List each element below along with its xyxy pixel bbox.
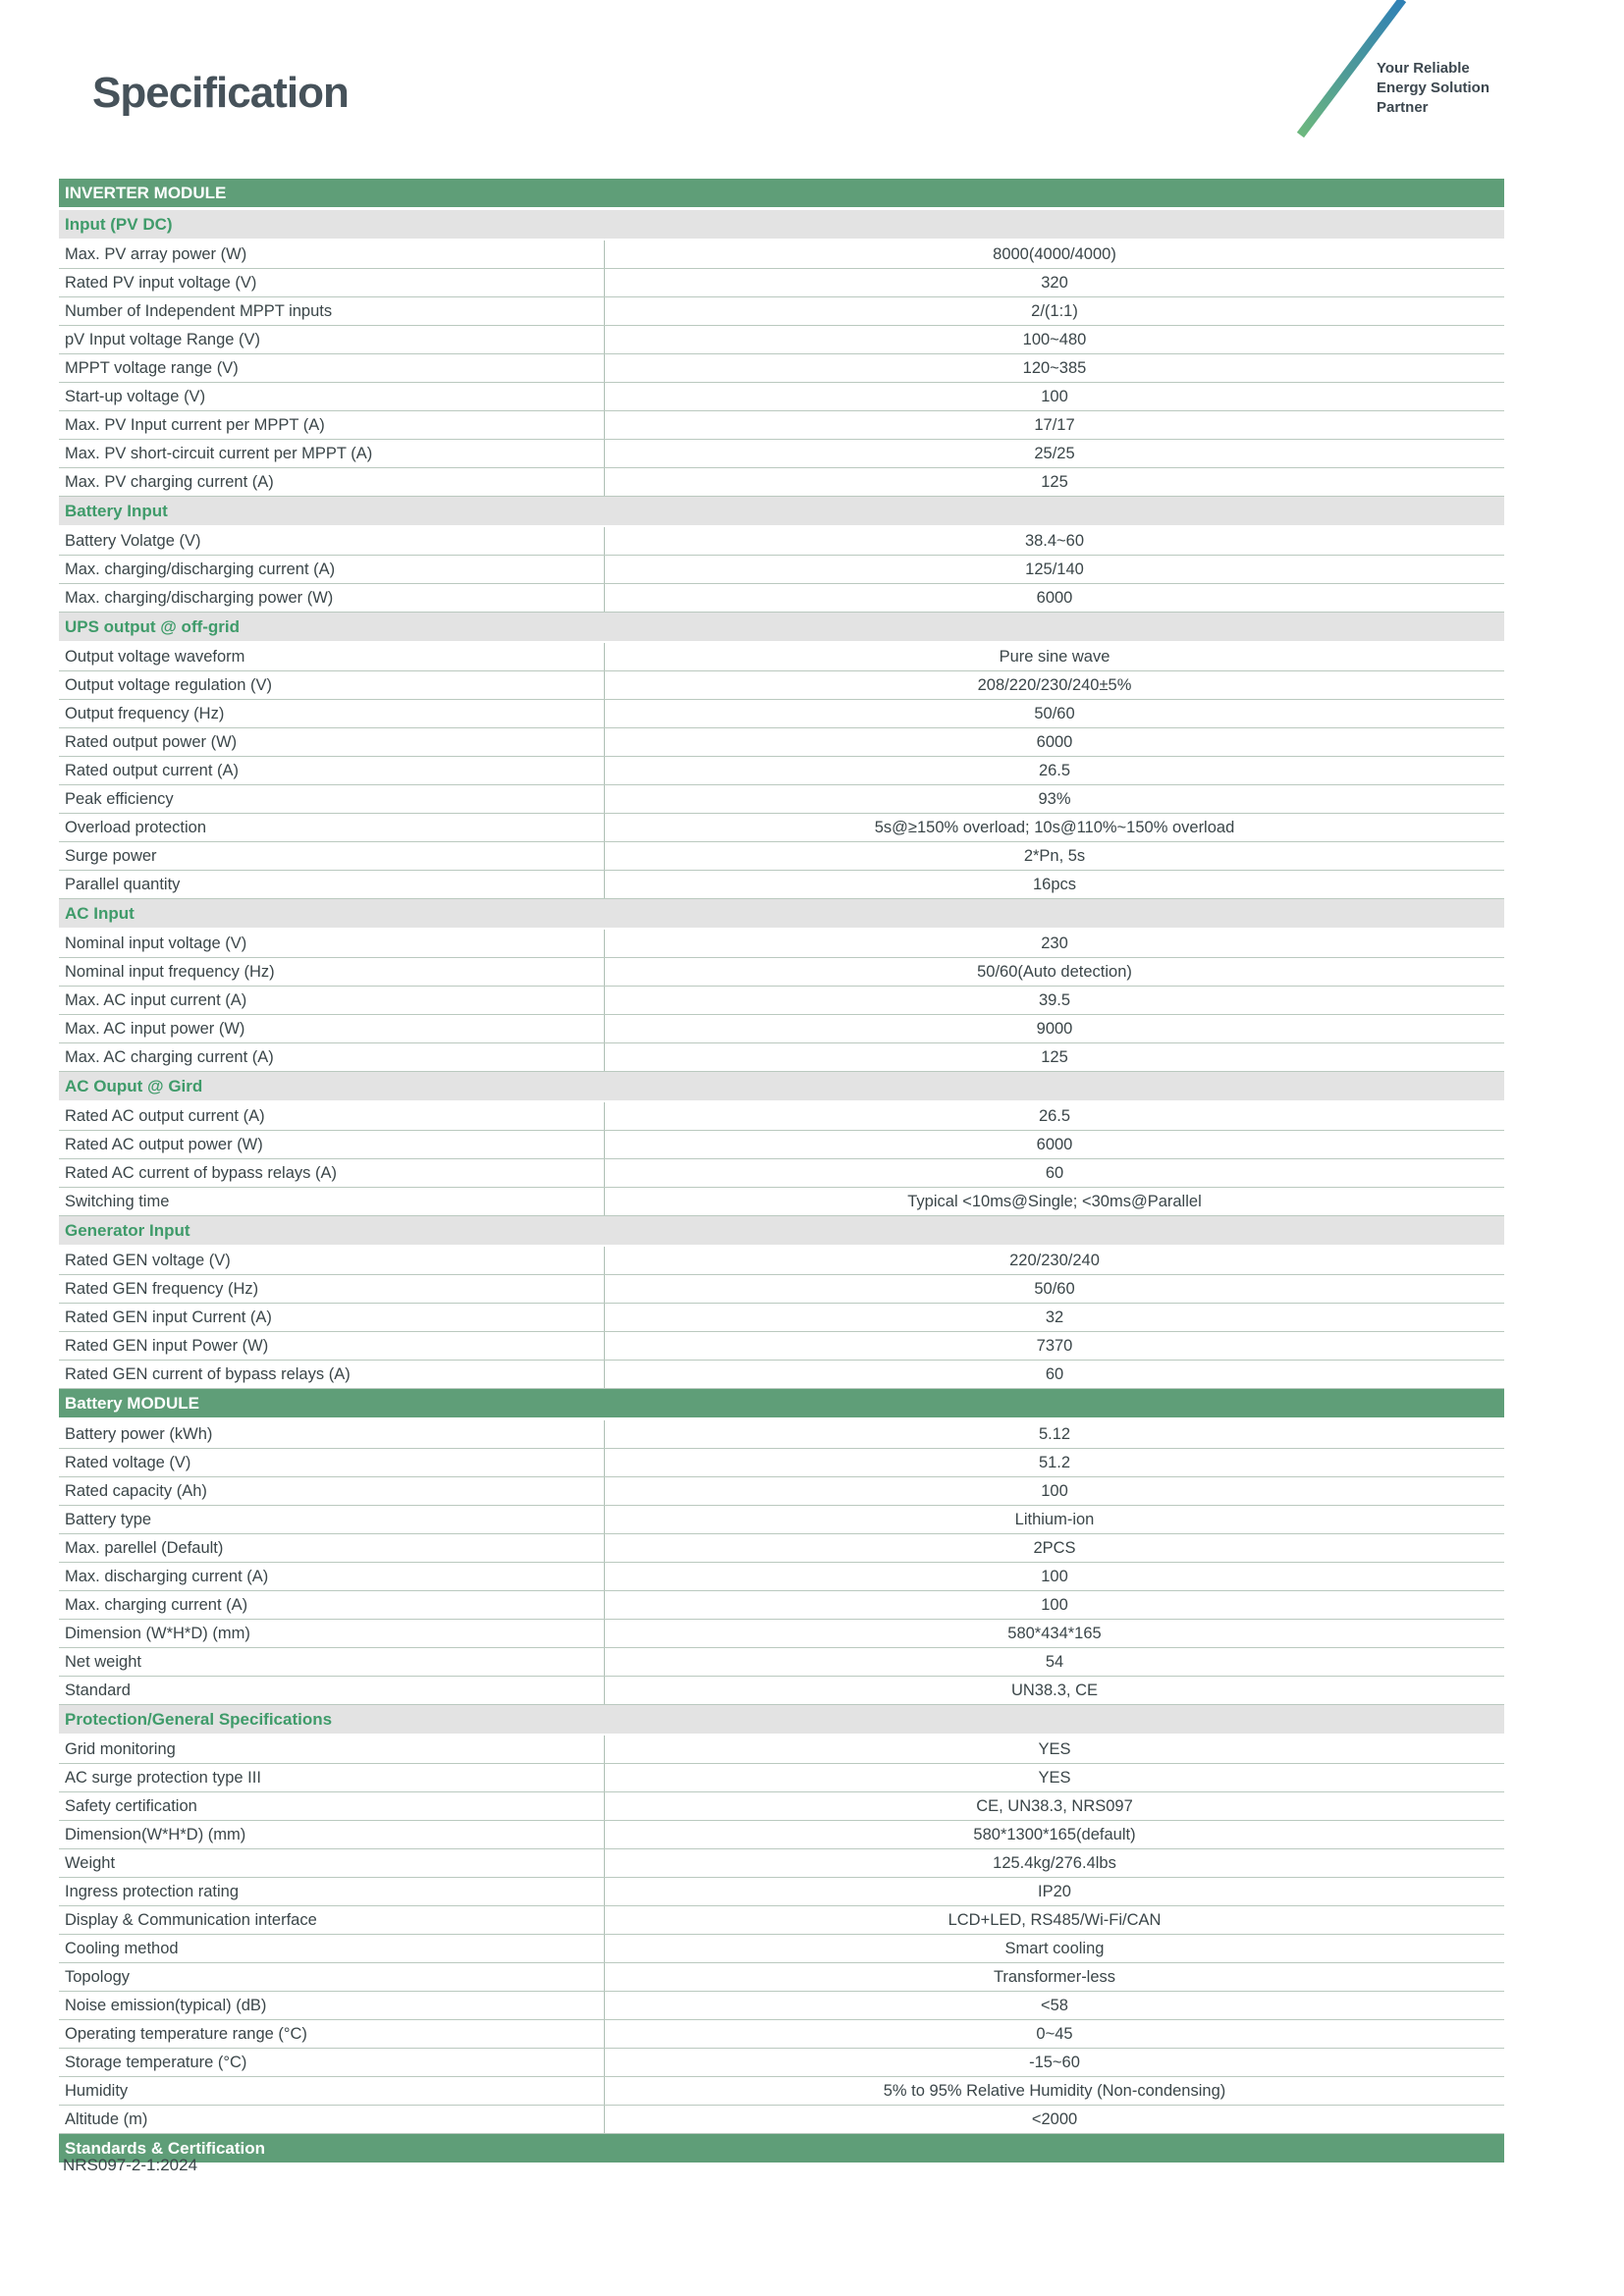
spec-row-value: 100 [1041,1595,1068,1614]
spec-row-value: 220/230/240 [1009,1251,1100,1269]
spec-row-value: 580*1300*165(default) [973,1825,1136,1843]
spec-row-label: Surge power [59,842,605,870]
spec-row-label: Max. AC input power (W) [59,1015,605,1042]
spec-row [59,1506,1504,1534]
spec-row [59,556,1504,584]
spec-row [59,468,1504,497]
spec-row-value: 25/25 [1034,444,1075,462]
spec-row [59,326,1504,354]
spec-row [59,1131,1504,1159]
spec-row-value: 2PCS [1033,1538,1076,1557]
spec-row-label: Max. discharging current (A) [59,1563,605,1590]
spec-row-label: Max. AC input current (A) [59,987,605,1014]
spec-row [59,842,1504,871]
section-header-sub: AC Ouput @ Gird [59,1072,1504,1100]
section-header-main: INVERTER MODULE [59,179,1504,207]
spec-row-value: 7370 [1036,1336,1073,1355]
spec-row-label: Rated output power (W) [59,728,605,756]
spec-row-value: 100 [1041,1567,1068,1585]
spec-row [59,2049,1504,2077]
spec-row-value: IP20 [1038,1882,1071,1900]
spec-row-value: Transformer-less [993,1967,1116,1986]
spec-row-value: 26.5 [1038,761,1071,779]
spec-row-label: Rated GEN current of bypass relays (A) [59,1361,605,1388]
spec-row-label: Battery Volatge (V) [59,527,605,555]
spec-row [59,527,1504,556]
spec-row-value: 26.5 [1038,1106,1071,1125]
spec-row [59,269,1504,297]
spec-row [59,1735,1504,1764]
spec-row-label: Rated GEN frequency (Hz) [59,1275,605,1303]
spec-row-value: 6000 [1036,732,1073,751]
spec-row-value: LCD+LED, RS485/Wi-Fi/CAN [947,1910,1162,1929]
spec-row-value: 16pcs [1032,875,1077,893]
spec-row-label: Rated GEN input Current (A) [59,1304,605,1331]
spec-row-label: Dimension (W*H*D) (mm) [59,1620,605,1647]
spec-row [59,1332,1504,1361]
spec-row-label: Nominal input frequency (Hz) [59,958,605,986]
spec-row-label: Max. AC charging current (A) [59,1043,605,1071]
spec-row-label: Max. PV array power (W) [59,240,605,268]
spec-row [59,1849,1504,1878]
spec-row-label: MPPT voltage range (V) [59,354,605,382]
spec-row [59,1188,1504,1216]
spec-row [59,1043,1504,1072]
spec-row-label: Nominal input voltage (V) [59,930,605,957]
tagline-line: Your Reliable [1377,60,1470,77]
spec-row [59,1591,1504,1620]
spec-row-label: Number of Independent MPPT inputs [59,297,605,325]
spec-row-value: Pure sine wave [999,647,1110,666]
spec-row-value: CE, UN38.3, NRS097 [976,1796,1133,1815]
spec-row-value: 125.4kg/276.4lbs [993,1853,1116,1872]
spec-row-label: Overload protection [59,814,605,841]
section-header-sub: Generator Input [59,1216,1504,1245]
spec-row-label: Rated capacity (Ah) [59,1477,605,1505]
spec-row [59,1677,1504,1705]
spec-row [59,1275,1504,1304]
section-header-main: Standards & Certification [59,2134,1504,2163]
spec-row-value: 320 [1041,273,1068,292]
spec-row-value: 0~45 [1036,2024,1073,2043]
tagline-line: Partner [1377,99,1429,116]
spec-row-label: Weight [59,1849,605,1877]
spec-row-value: 208/220/230/240±5% [977,675,1132,694]
section-header-sub: Protection/General Specifications [59,1705,1504,1734]
spec-row-value: <2000 [1031,2109,1078,2128]
spec-row [59,1963,1504,1992]
spec-row-value: 51.2 [1038,1453,1071,1471]
spec-row-value: 39.5 [1038,990,1071,1009]
spec-row-label: Max. PV short-circuit current per MPPT (A) [59,440,605,467]
spec-row-value: 60 [1045,1163,1064,1182]
spec-row [59,1620,1504,1648]
spec-row-label: Battery type [59,1506,605,1533]
spec-row [59,411,1504,440]
spec-row-value: 580*434*165 [1007,1624,1102,1642]
spec-row [59,1304,1504,1332]
spec-row-value: 32 [1045,1308,1064,1326]
spec-row-value: 8000(4000/4000) [993,244,1116,263]
spec-row-label: Max. parellel (Default) [59,1534,605,1562]
spec-row-label: Switching time [59,1188,605,1215]
spec-row [59,785,1504,814]
spec-row-label: Battery power (kWh) [59,1420,605,1448]
standards-note: NRS097-2-1:2024 [63,2156,198,2174]
spec-row-value: 100 [1041,1481,1068,1500]
spec-row [59,1102,1504,1131]
spec-row-value: Lithium-ion [1014,1510,1095,1528]
spec-row [59,1935,1504,1963]
spec-row-label: Output voltage waveform [59,643,605,670]
spec-row [59,2077,1504,2106]
spec-row [59,383,1504,411]
spec-row-label: Operating temperature range (°C) [59,2020,605,2048]
spec-row-label: Cooling method [59,1935,605,1962]
tagline-line: Energy Solution [1377,80,1490,96]
section-header-sub: Input (PV DC) [59,210,1504,239]
section-header-main: Battery MODULE [59,1389,1504,1417]
spec-row-label: Max. PV charging current (A) [59,468,605,496]
spec-row-value: Smart cooling [1004,1939,1105,1957]
spec-row-label: pV Input voltage Range (V) [59,326,605,353]
spec-row [59,728,1504,757]
spec-row [59,584,1504,613]
spec-row-value: 54 [1045,1652,1064,1671]
spec-row-value: 93% [1038,789,1071,808]
spec-row [59,1159,1504,1188]
spec-row [59,1015,1504,1043]
spec-row [59,1477,1504,1506]
spec-row-label: Rated voltage (V) [59,1449,605,1476]
spec-row-value: 5% to 95% Relative Humidity (Non-condensing) [883,2081,1226,2100]
spec-row [59,2020,1504,2049]
spec-row [59,440,1504,468]
spec-row [59,671,1504,700]
spec-row-value: 230 [1041,934,1068,952]
spec-row [59,1992,1504,2020]
spec-table [59,179,1504,2165]
spec-row-value: 125 [1041,472,1068,491]
spec-row [59,814,1504,842]
spec-row-value: 17/17 [1034,415,1075,434]
spec-row-label: Display & Communication interface [59,1906,605,1934]
spec-row [59,297,1504,326]
spec-row [59,1764,1504,1792]
spec-row-value: 50/60(Auto detection) [977,962,1132,981]
spec-row [59,1534,1504,1563]
section-header-sub: Battery Input [59,497,1504,525]
spec-row-label: Humidity [59,2077,605,2105]
spec-row-label: AC surge protection type III [59,1764,605,1791]
spec-row-label: Max. charging current (A) [59,1591,605,1619]
spec-row [59,757,1504,785]
spec-row-label: Rated GEN voltage (V) [59,1247,605,1274]
section-header-sub: UPS output @ off-grid [59,613,1504,641]
spec-row [59,930,1504,958]
spec-row-label: Rated AC output current (A) [59,1102,605,1130]
spec-row-label: Net weight [59,1648,605,1676]
spec-row-value: 50/60 [1034,1279,1075,1298]
spec-row-label: Rated AC output power (W) [59,1131,605,1158]
spec-row-label: Standard [59,1677,605,1704]
spec-row-value: 50/60 [1034,704,1075,722]
spec-row-value: 6000 [1036,1135,1073,1153]
spec-row [59,1792,1504,1821]
spec-row-value: 2/(1:1) [1031,301,1078,320]
spec-row [59,1821,1504,1849]
spec-row-value: UN38.3, CE [1010,1681,1099,1699]
spec-row-value: 2*Pn, 5s [1023,846,1086,865]
spec-row-label: Rated output current (A) [59,757,605,784]
spec-row [59,1563,1504,1591]
spec-row-value: 125/140 [1025,560,1084,578]
logo-tagline [1377,59,1489,118]
spec-row-value: <58 [1041,1996,1068,2014]
spec-row-value: 5s@≥150% overload; 10s@110%~150% overload [874,818,1235,836]
spec-row-label: Grid monitoring [59,1735,605,1763]
spec-row-label: Rated GEN input Power (W) [59,1332,605,1360]
spec-row-label: Max. PV Input current per MPPT (A) [59,411,605,439]
spec-row-label: Max. charging/discharging power (W) [59,584,605,612]
spec-row [59,1247,1504,1275]
spec-row [59,1449,1504,1477]
section-header-sub: AC Input [59,899,1504,928]
spec-row [59,987,1504,1015]
spec-row-label: Parallel quantity [59,871,605,898]
spec-row [59,2106,1504,2134]
spec-row-label: Storage temperature (°C) [59,2049,605,2076]
page-title: Specification [92,69,349,117]
spec-row-value: 125 [1041,1047,1068,1066]
spec-row-value: Typical <10ms@Single; <30ms@Parallel [907,1192,1202,1210]
spec-row-value: YES [1038,1768,1071,1787]
spec-row-label: Rated PV input voltage (V) [59,269,605,296]
spec-row-value: 9000 [1036,1019,1073,1038]
spec-row-value: 6000 [1036,588,1073,607]
spec-row-value: 38.4~60 [1024,531,1085,550]
spec-row-label: Peak efficiency [59,785,605,813]
spec-row-value: -15~60 [1029,2053,1080,2071]
spec-row-value: 100 [1041,387,1068,405]
spec-row-label: Noise emission(typical) (dB) [59,1992,605,2019]
spec-row-label: Output frequency (Hz) [59,700,605,727]
spec-row-label: Start-up voltage (V) [59,383,605,410]
spec-row-label: Max. charging/discharging current (A) [59,556,605,583]
spec-row [59,1648,1504,1677]
spec-row [59,958,1504,987]
spec-row [59,1420,1504,1449]
spec-row [59,354,1504,383]
spec-row-value: 5.12 [1038,1424,1071,1443]
spec-row [59,643,1504,671]
spec-row [59,1361,1504,1389]
spec-row-label: Rated AC current of bypass relays (A) [59,1159,605,1187]
spec-row-label: Output voltage regulation (V) [59,671,605,699]
spec-row [59,1906,1504,1935]
spec-row [59,240,1504,269]
spec-row-value: YES [1038,1739,1071,1758]
spec-row-label: Safety certification [59,1792,605,1820]
spec-row-value: 120~385 [1022,358,1087,377]
spec-row [59,1878,1504,1906]
spec-row-label: Dimension(W*H*D) (mm) [59,1821,605,1848]
spec-row-label: Altitude (m) [59,2106,605,2133]
spec-row [59,700,1504,728]
spec-row [59,871,1504,899]
spec-row-label: Ingress protection rating [59,1878,605,1905]
spec-row-value: 100~480 [1022,330,1087,348]
spec-row-value: 60 [1045,1364,1064,1383]
spec-row-label: Topology [59,1963,605,1991]
